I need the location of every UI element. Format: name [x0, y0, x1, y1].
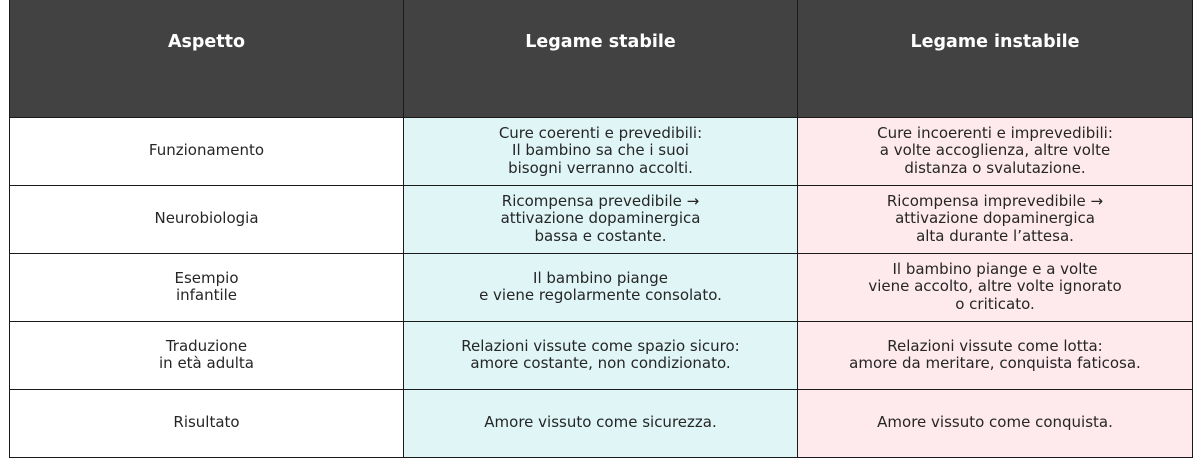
table-row [10, 389, 1193, 457]
cell-line: Il bambino sa che i suoi [512, 141, 689, 160]
cell-line: Ricompensa imprevedibile → [886, 191, 1104, 210]
cell-line: in età adulta [159, 354, 254, 372]
cell-aspect [10, 185, 404, 253]
cell-line: Relazioni vissute come spazio sicuro: [461, 336, 740, 355]
table-row [10, 321, 1193, 389]
header-row [10, 0, 1193, 117]
cell-line: e viene regolarmente consolato. [479, 286, 722, 304]
cell-line: infantile [175, 286, 238, 304]
header-aspect: Aspetto [10, 0, 404, 117]
cell-line: Traduzione [165, 336, 248, 355]
cell-line: bisogni verranno accolti. [508, 158, 693, 177]
cell-line: Cure incoerenti e imprevedibili: [877, 123, 1113, 142]
cell-line: Il bambino piange e a volte [892, 259, 1098, 278]
cell-unstable [798, 253, 1193, 321]
cell-line: Risultato [173, 413, 240, 432]
header-unstable-bond: Legame instabile [798, 0, 1193, 117]
cell-line: Neurobiologia [154, 209, 259, 228]
table-row [10, 185, 1193, 253]
cell-aspect [10, 253, 404, 321]
cell-line: Esempio [174, 268, 239, 287]
cell-aspect [10, 389, 404, 457]
table-row [10, 117, 1193, 185]
cell-line: bassa e costante. [534, 226, 667, 245]
cell-line: viene accolto, altre volte ignorato [868, 277, 1122, 296]
cell-line: a volte accoglienza, altre volte [879, 141, 1111, 160]
cell-unstable [798, 321, 1193, 389]
cell-line: Amore vissuto come conquista. [877, 413, 1113, 432]
cell-unstable [798, 389, 1193, 457]
cell-line: Relazioni vissute come lotta: [887, 336, 1103, 355]
cell-line: Ricompensa prevedibile → [501, 191, 700, 210]
cell-stable [404, 389, 798, 457]
table-row [10, 253, 1193, 321]
cell-line: o criticato. [955, 294, 1035, 313]
cell-line: attivazione dopaminergica [895, 209, 1095, 228]
cell-line: alta durante l’attesa. [916, 226, 1074, 245]
comparison-table [9, 0, 1193, 458]
cell-stable [404, 321, 798, 389]
header-stable-bond: Legame stabile [404, 0, 798, 117]
cell-line: Cure coerenti e prevedibili: [498, 123, 703, 142]
cell-line: attivazione dopaminergica [500, 209, 701, 228]
cell-line: Funzionamento [148, 141, 265, 160]
cell-unstable [798, 117, 1193, 185]
cell-line: distanza o svalutazione. [904, 158, 1086, 177]
cell-line: amore da meritare, conquista faticosa. [849, 354, 1141, 372]
cell-stable [404, 253, 798, 321]
cell-aspect [10, 321, 404, 389]
cell-unstable [798, 185, 1193, 253]
cell-line: amore costante, non condizionato. [470, 354, 731, 372]
cell-stable [404, 117, 798, 185]
cell-aspect [10, 117, 404, 185]
cell-line: Amore vissuto come sicurezza. [484, 413, 717, 432]
cell-stable [404, 185, 798, 253]
cell-line: Il bambino piange [533, 268, 668, 287]
